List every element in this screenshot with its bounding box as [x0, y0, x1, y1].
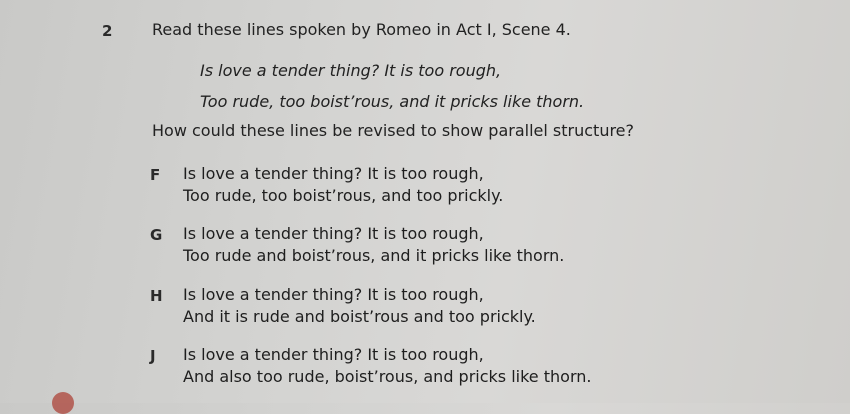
choice-letter: J — [150, 347, 156, 365]
corner-mark — [52, 392, 74, 414]
question-stem: Read these lines spoken by Romeo in Act I, Scene 4. — [152, 20, 571, 39]
choice-line-2: And also too rude, boist’rous, and pricks like thorn. — [183, 367, 592, 386]
choice-line-2: Too rude, too boist’rous, and too prickly. — [183, 186, 504, 205]
choice-letter: H — [150, 287, 163, 305]
question-number: 2 — [102, 22, 113, 40]
choice-line-2: Too rude and boist’rous, and it pricks like thorn. — [183, 246, 565, 265]
question-prompt: How could these lines be revised to show parallel structure? — [152, 121, 635, 140]
quote-line-2: Too rude, too boist’rous, and it pricks like thorn. — [200, 92, 585, 111]
choice-line-1: Is love a tender thing? It is too rough, — [183, 345, 484, 364]
choice-line-2: And it is rude and boist’rous and too prickly. — [183, 307, 536, 326]
quote-line-1: Is love a tender thing? It is too rough, — [200, 61, 502, 80]
choice-letter: F — [150, 166, 161, 184]
choice-line-1: Is love a tender thing? It is too rough, — [183, 164, 484, 183]
choice-letter: G — [150, 226, 163, 244]
choice-line-1: Is love a tender thing? It is too rough, — [183, 285, 484, 304]
choice-line-1: Is love a tender thing? It is too rough, — [183, 224, 484, 243]
